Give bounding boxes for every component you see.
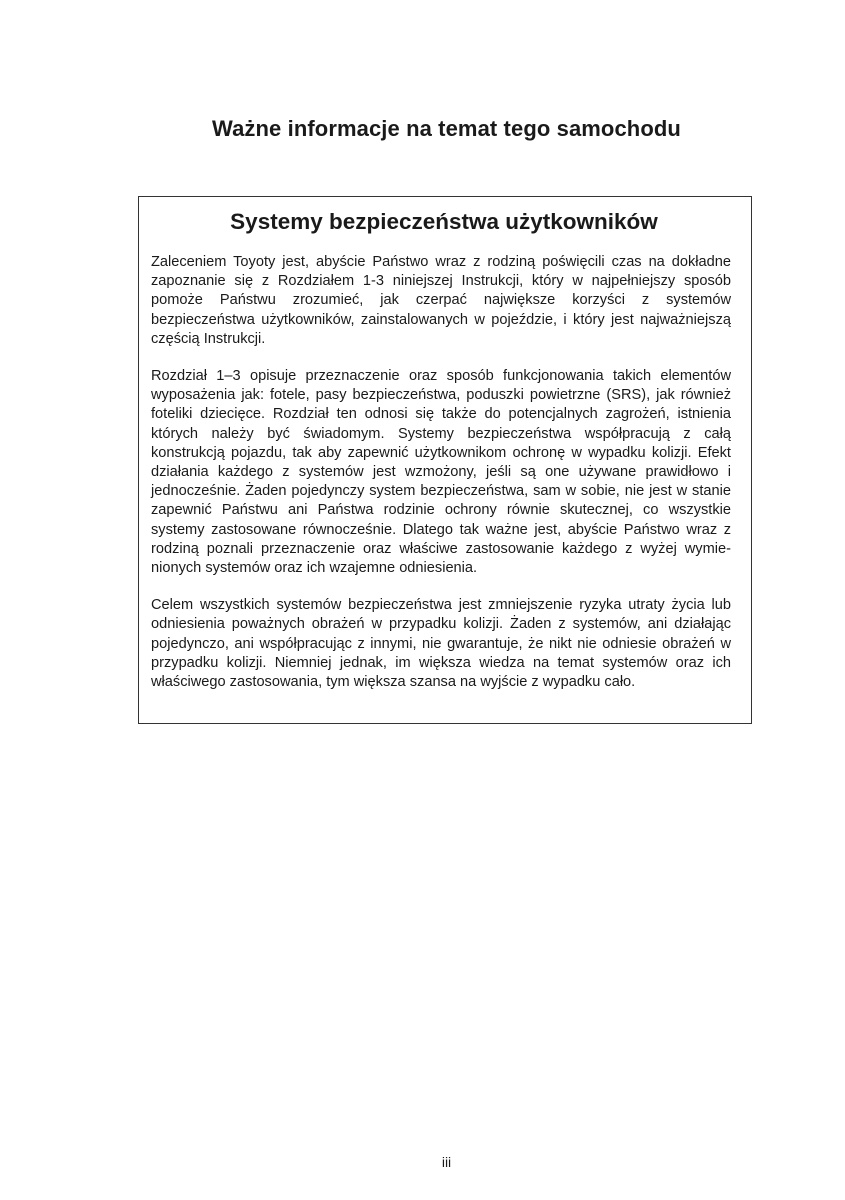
- page-title: Ważne informacje na temat tego samochodu: [212, 116, 681, 141]
- safety-systems-box: [138, 196, 752, 724]
- box-body: [151, 253, 731, 692]
- page-number: iii: [441, 1154, 452, 1170]
- paragraph-purpose: Celem wszystkich systemów bezpieczeństwa jest zmniejszenie ryzyka utraty życia lub odniesienia poważnych obrażeń w przypadku kolizji. Żaden z systemów, ani działając pojedynczo, ani współpracując z innymi, nie gwarantuje, że nikt nie odniesie obrażeń w przypadku kolizji. Niemniej jednak, im większa wiedza na temat systemów oraz ich właściwego zastosowania, tym większa szansa na wyjście z wypadku cało.: [151, 597, 731, 691]
- box-title: Systemy bezpieczeństwa użytkowników: [230, 209, 658, 234]
- paragraph-chapter-description: Rozdział 1–3 opisuje przeznaczenie oraz sposób funkcjonowania takich elementów wyposażenia jak: fotele, pasy bezpieczeństwa, poduszki powietrzne (SRS), jak również foteliki dziecięce. Rozdział ten odnosi się także do potencjalnych zagrożeń, istnienia których należy być świadomym. Systemy bezpieczeństwa współpracują z całą konstrukcją pojazdu, tak aby zapewnić użytkownikom ochronę w wypadku kolizji. Efekt działania każdego z systemów jest wzmożony, jeśli są one używane prawidłowo i jednocześnie. Żaden pojedynczy system bezpieczeństwa, sam w sobie, nie jest w stanie zapewnić Państwu ani Państwa rodzinie ochrony równie skutecznej, co wszystkie systemy zastosowane równocześnie. Dlatego tak ważne jest, abyście Państwo wraz z rodziną poznali przeznaczenie oraz właściwe zastosowanie każdego z wyżej wymienionych systemów oraz ich wzajemne odniesienia.: [151, 368, 731, 577]
- paragraph-intro: Zaleceniem Toyoty jest, abyście Państwo wraz z rodziną poświęcili czas na dokładne zapoznanie się z Rozdziałem 1-3 niniejszej Instrukcji, który w najpełniejszy sposób pomoże Państwu zrozumieć, jak czerpać największe korzyści z systemów bezpieczeństwa użytkowników, zainstalowanych w pojeździe, i który jest najważniejszą częścią Instrukcji.: [151, 254, 731, 347]
